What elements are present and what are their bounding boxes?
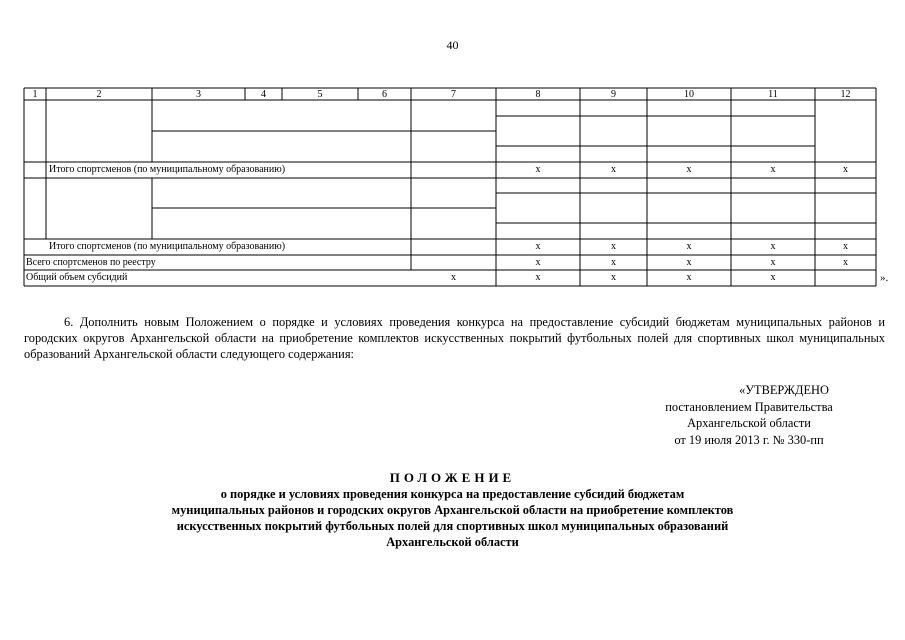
col-header-2: 2 <box>96 89 102 100</box>
table-cell-mark: x <box>843 241 848 252</box>
table-cell-mark: x <box>611 257 616 268</box>
col-header-11: 11 <box>768 89 778 100</box>
table-cell-mark: x <box>770 257 776 268</box>
title-line-1: о порядке и условиях проведения конкурса на предоставление субсидий бюджетам <box>220 487 685 501</box>
title-line-3: искусственных покрытий футбольных полей для спортивных школ муниципальных образований <box>176 519 729 533</box>
row-label-total-registry: Всего спортсменов по реестру <box>26 257 156 268</box>
col-header-7: 7 <box>451 89 456 100</box>
col-header-4: 4 <box>261 89 266 100</box>
table-cell-mark: x <box>611 164 616 175</box>
col-header-1: 1 <box>32 89 38 100</box>
document-title <box>0 470 905 550</box>
title-main: ПОЛОЖЕНИЕ <box>389 470 516 485</box>
col-header-5: 5 <box>317 89 323 100</box>
approval-block <box>619 382 879 448</box>
table-cell-mark: x <box>770 241 776 252</box>
table-cell-mark: x <box>686 164 692 175</box>
row-label-total-subsidy: Общий объем субсидий <box>26 272 128 283</box>
col-header-9: 9 <box>611 89 616 100</box>
table-cell-mark: x <box>770 272 776 283</box>
table-cell-mark: x <box>535 257 541 268</box>
table-cell-mark: x <box>686 257 692 268</box>
table-cell-mark: x <box>843 164 848 175</box>
table-cell-mark: x <box>611 272 616 283</box>
table-cell-mark: x <box>535 241 541 252</box>
table-cell-mark: x <box>770 164 776 175</box>
col-header-6: 6 <box>382 89 387 100</box>
closing-quote: ». <box>880 272 889 284</box>
title-line-4: Архангельской области <box>386 535 519 549</box>
col-header-12: 12 <box>840 89 851 100</box>
col-header-10: 10 <box>684 89 694 100</box>
table-cell-mark: x <box>535 272 541 283</box>
approval-line-1: «УТВЕРЖДЕНО <box>739 383 829 397</box>
approval-line-4: от 19 июля 2013 г. № 330-пп <box>674 432 824 447</box>
col-header-3: 3 <box>196 89 201 100</box>
table-cell-mark: x <box>451 272 456 283</box>
row-label-total-municipal-2: Итого спортсменов (по муниципальному образованию) <box>49 241 286 252</box>
col-header-8: 8 <box>535 89 541 100</box>
table-cell-mark: x <box>535 164 541 175</box>
title-line-2: муниципальных районов и городских округов Архангельской области на приобретение комплектов <box>171 503 734 517</box>
approval-line-3: Архангельской области <box>687 416 811 430</box>
approval-line-2: постановлением Правительства <box>665 399 833 414</box>
table-cell-mark: x <box>611 241 616 252</box>
table-cell-mark: x <box>843 257 848 268</box>
table-cell-mark: x <box>686 241 692 252</box>
table-cell-mark: x <box>686 272 692 283</box>
body-paragraph: 6. Дополнить новым Положением о порядке и условиях проведения конкурса на предоставление субсидий бюджетам муниципальных районов и городских округов Архангельской области на приобретение комплектов искусственных покрытий футбольных полей для спортивных школ муниципальных образований Архангельской области следующего содержания: <box>24 315 885 361</box>
page-number: 40 <box>446 38 459 52</box>
row-label-total-municipal-1: Итого спортсменов (по муниципальному образованию) <box>49 164 286 175</box>
